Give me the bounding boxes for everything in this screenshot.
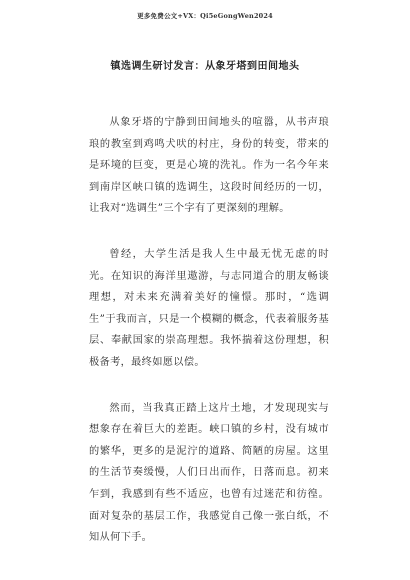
document-title: 镇选调生研讨发言：从象牙塔到田间地头 bbox=[110, 61, 300, 72]
header-note: 更多免费公文+VX：Qi5eGongWen2024 bbox=[137, 12, 273, 20]
document-body bbox=[89, 112, 329, 573]
paragraph-3: 然而，当我真正踏上这片土地，才发现现实与想象存在着巨大的差距。峡口镇的乡村，没有城市的繁华，更多的是泥泞的道路、简陋的房屋。这里的生活节奏缓慢，人们日出而作，日落而息。初来乍到，我感到有些不适应，也曾有过迷茫和彷徨。面对复杂的基层工作，我感觉自己像一张白纸，不知从何下手。 bbox=[89, 402, 329, 544]
paragraph-1: 从象牙塔的宁静到田间地头的喧嚣，从书声琅琅的教室到鸡鸣犬吠的村庄，身份的转变，带来的是环境的巨变，更是心境的洗礼。作为一名今年来到南岸区峡口镇的选调生，这段时间经历的一切，让我对“选调生”三个字有了更深刻的理解。 bbox=[89, 117, 329, 215]
paragraph-2: 曾经，大学生活是我人生中最无忧无虑的时光。在知识的海洋里遨游，与志同道合的朋友畅谈理想，对未来充满着美好的憧憬。那时，“选调生”于我而言，只是一个模糊的概念，代表着服务基层、奉献国家的崇高理想。我怀揣着这份理想，积极备考，最终如愿以偿。 bbox=[89, 248, 329, 368]
